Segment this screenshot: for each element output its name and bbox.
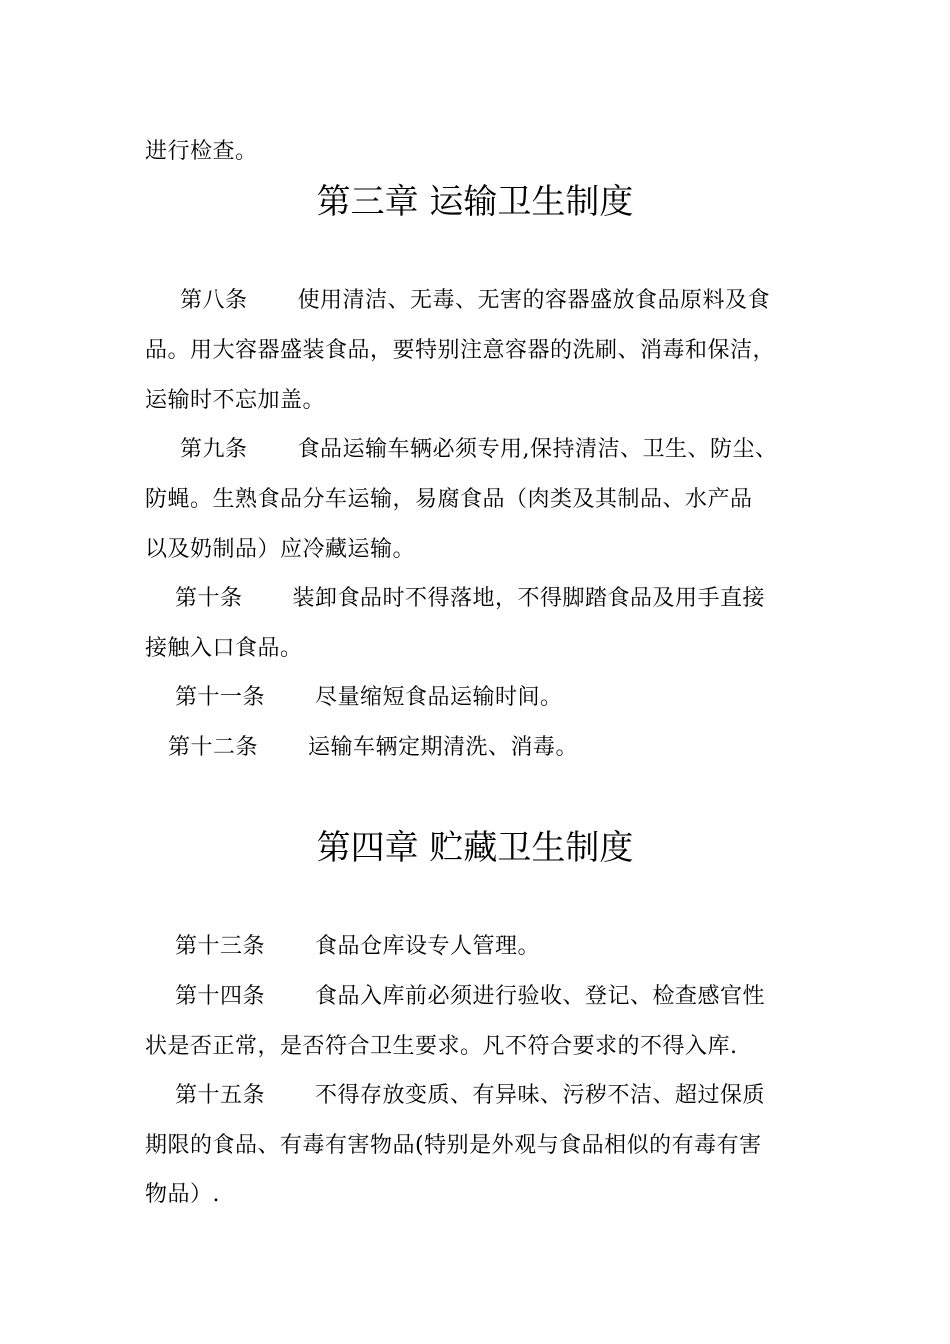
article-9-text-1: 食品运输车辆必须专用,保持清洁、卫生、防尘、 xyxy=(297,437,778,462)
article-11-text-1: 尽量缩短食品运输时间。 xyxy=(315,685,563,710)
article-10-text-1: 装卸食品时不得落地，不得脚踏食品及用手直接 xyxy=(292,586,766,611)
article-12-label: 第十二条 xyxy=(168,735,259,760)
article-11-label: 第十一条 xyxy=(175,685,266,710)
article-15-text-3: 物品）. xyxy=(145,1182,220,1207)
article-15-first-line xyxy=(175,1082,765,1110)
article-8-first-line xyxy=(180,287,770,315)
article-8-text-3: 运输时不忘加盖。 xyxy=(145,388,326,413)
article-12-line xyxy=(168,734,578,762)
article-14-first-line xyxy=(175,983,765,1011)
article-14-text-2: 状是否正常，是否符合卫生要求。凡不符合要求的不得入库. xyxy=(145,1034,738,1059)
article-9-text-2: 防蝇。生熟食品分车运输，易腐食品（肉类及其制品、水产品 xyxy=(145,487,753,512)
article-11-line xyxy=(175,684,563,712)
article-10-label: 第十条 xyxy=(175,586,243,611)
article-8-text-2: 品。用大容器盛装食品，要特别注意容器的洗刷、消毒和保洁， xyxy=(145,338,776,363)
article-15-text-1: 不得存放变质、有异味、污秽不洁、超过保质 xyxy=(315,1083,766,1108)
article-13-text-1: 食品仓库设专人管理。 xyxy=(315,934,541,959)
chapter-4-title: 第四章 贮藏卫生制度 xyxy=(316,828,634,868)
article-15-label: 第十五条 xyxy=(175,1083,266,1108)
article-14-text-1: 食品入库前必须进行验收、登记、检查感官性 xyxy=(315,984,766,1009)
article-12-text-1: 运输车辆定期清洗、消毒。 xyxy=(308,735,579,760)
paragraph-continuation: 进行检查。 xyxy=(145,139,258,164)
article-9-text-3: 以及奶制品）应冷藏运输。 xyxy=(145,537,416,562)
article-15-text-2: 期限的食品、有毒有害物品(特别是外观与食品相似的有毒有害 xyxy=(145,1133,762,1158)
article-8-text-1: 使用清洁、无毒、无害的容器盛放食品原料及食 xyxy=(297,288,771,313)
article-14-label: 第十四条 xyxy=(175,984,266,1009)
article-9-first-line xyxy=(180,436,778,464)
article-10-first-line xyxy=(175,585,765,613)
article-13-line xyxy=(175,933,540,961)
article-9-label: 第九条 xyxy=(180,437,248,462)
article-10-text-2: 接触入口食品。 xyxy=(145,636,303,661)
article-13-label: 第十三条 xyxy=(175,934,266,959)
chapter-3-title: 第三章 运输卫生制度 xyxy=(316,182,634,222)
article-8-label: 第八条 xyxy=(180,288,248,313)
